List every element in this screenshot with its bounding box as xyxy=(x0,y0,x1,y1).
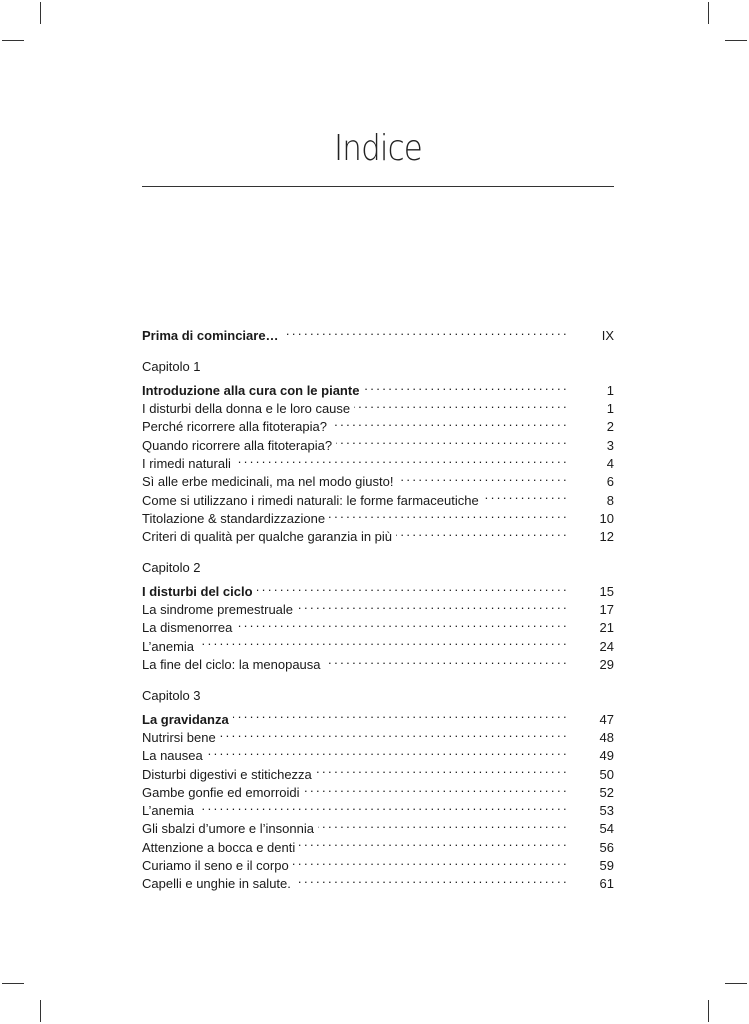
toc-entry-page: IX xyxy=(601,328,614,344)
dot-leader xyxy=(397,468,566,486)
toc-entry-page: 4 xyxy=(606,456,614,472)
toc-chapter-title[interactable] xyxy=(142,705,614,727)
crop-mark xyxy=(725,40,747,41)
crop-mark xyxy=(725,983,747,984)
toc-entry-label: I disturbi del ciclo xyxy=(142,583,253,599)
toc-entry-page: 29 xyxy=(599,657,614,673)
dot-leader xyxy=(207,742,566,760)
toc-entry-label: Curiamo il seno e il corpo xyxy=(142,858,289,874)
dot-leader xyxy=(236,614,566,632)
dot-leader xyxy=(220,724,566,742)
toc-entry-page: 12 xyxy=(599,529,614,545)
dot-leader xyxy=(331,413,566,431)
toc-entry[interactable] xyxy=(142,760,614,782)
chapter-label: Capitolo 3 xyxy=(142,688,201,704)
toc-entry-page: 21 xyxy=(599,620,614,636)
toc-entry-label: La gravidanza xyxy=(142,711,229,727)
toc-entry-label: La sindrome premestruale xyxy=(142,602,294,618)
toc-entry-label: Gli sbalzi d’umore e l’insonnia xyxy=(142,821,314,837)
toc-entry-page: 53 xyxy=(599,803,614,819)
dot-leader xyxy=(325,651,566,669)
dot-leader xyxy=(483,486,566,504)
toc-entry-page: 1 xyxy=(606,401,614,417)
title-divider xyxy=(142,186,614,187)
toc-entry-page: 47 xyxy=(599,711,614,727)
toc-entry-page: 24 xyxy=(599,638,614,654)
crop-mark xyxy=(708,2,709,24)
chapter-label: Capitolo 1 xyxy=(142,359,201,375)
toc-entry[interactable] xyxy=(142,797,614,819)
toc-chapter-title[interactable] xyxy=(142,377,614,398)
dot-leader xyxy=(304,779,566,797)
toc-entry-label: Come si utilizzano i rimedi naturali: le forme farmaceutiche xyxy=(142,492,479,508)
dot-leader xyxy=(297,596,566,614)
toc-entry-label: Perché ricorrere alla fitoterapia? xyxy=(142,419,327,435)
crop-mark xyxy=(2,40,24,41)
toc-entry-label: La dismenorrea xyxy=(142,620,233,636)
dot-leader xyxy=(299,833,566,851)
page-title: Indice xyxy=(334,128,422,169)
toc-entry-page: 56 xyxy=(599,839,614,855)
toc-entry-label: La fine del ciclo: la menopausa xyxy=(142,657,321,673)
dot-leader xyxy=(293,852,566,870)
toc-entry-label: Introduzione alla cura con le piante xyxy=(142,382,360,398)
toc-entry-page: 61 xyxy=(599,876,614,892)
toc-entry-page: 8 xyxy=(606,492,614,508)
dot-leader xyxy=(363,377,566,395)
toc-entry-front-matter[interactable] xyxy=(142,322,614,344)
toc-entry[interactable] xyxy=(142,815,614,837)
toc-entry-page: 3 xyxy=(606,437,614,453)
toc-entry-label: Criteri di qualità per qualche garanzia in più xyxy=(142,529,393,545)
dot-leader xyxy=(257,578,566,596)
toc-entry-page: 2 xyxy=(606,419,614,435)
dot-leader xyxy=(283,322,566,340)
toc-entry-page: 6 xyxy=(606,474,614,490)
dot-leader xyxy=(316,760,566,778)
toc-entry-label: Capelli e unghie in salute. xyxy=(142,876,291,892)
toc-entry[interactable] xyxy=(142,742,614,764)
dot-leader xyxy=(336,431,566,449)
toc-entry-label: Quando ricorrere alla fitoterapia? xyxy=(142,437,333,453)
toc-entry-label: La nausea xyxy=(142,748,203,764)
crop-mark xyxy=(40,1000,41,1022)
toc-entry-page: 17 xyxy=(599,602,614,618)
dot-leader xyxy=(329,505,566,523)
dot-leader xyxy=(354,395,566,413)
toc-entry-label: Attenzione a bocca e denti xyxy=(142,839,296,855)
dot-leader xyxy=(396,523,566,541)
dot-leader xyxy=(198,797,566,815)
toc-entry-page: 52 xyxy=(599,784,614,800)
dot-leader xyxy=(295,870,566,888)
toc-entry-label: Disturbi digestivi e stitichezza xyxy=(142,766,312,782)
chapter-label: Capitolo 2 xyxy=(142,560,201,576)
toc-entry-page: 54 xyxy=(599,821,614,837)
toc-entry[interactable] xyxy=(142,632,614,654)
crop-mark xyxy=(40,2,41,24)
toc-entry-label: I disturbi della donna e le loro cause xyxy=(142,401,351,417)
toc-entry-label: L’anemia xyxy=(142,803,195,819)
toc-entry-label: L’anemia xyxy=(142,638,195,654)
toc-entry-page: 50 xyxy=(599,766,614,782)
toc-entry-page: 1 xyxy=(606,382,614,398)
toc-entry-page: 48 xyxy=(599,729,614,745)
toc-entry-label: Sì alle erbe medicinali, ma nel modo giusto! xyxy=(142,474,394,490)
toc-chapter-title[interactable] xyxy=(142,578,614,599)
chapters-list xyxy=(142,340,614,892)
table-of-contents xyxy=(142,322,614,892)
toc-entry-page: 49 xyxy=(599,748,614,764)
dot-leader xyxy=(233,705,566,723)
dot-leader xyxy=(318,815,566,833)
toc-entry-page: 10 xyxy=(599,510,614,526)
toc-entry-page: 59 xyxy=(599,858,614,874)
toc-entry-label: Nutrirsi bene xyxy=(142,729,216,745)
toc-entry[interactable] xyxy=(142,651,614,673)
toc-entry-label: Prima di cominciare… xyxy=(142,328,279,344)
crop-mark xyxy=(2,983,24,984)
dot-leader xyxy=(235,450,566,468)
toc-entry-label: Titolazione & standardizzazione xyxy=(142,510,326,526)
toc-entry-label: I rimedi naturali xyxy=(142,456,231,472)
dot-leader xyxy=(198,632,566,650)
toc-entry-label: Gambe gonfie ed emorroidi xyxy=(142,784,300,800)
toc-entry-page: 15 xyxy=(599,583,614,599)
crop-mark xyxy=(708,1000,709,1022)
